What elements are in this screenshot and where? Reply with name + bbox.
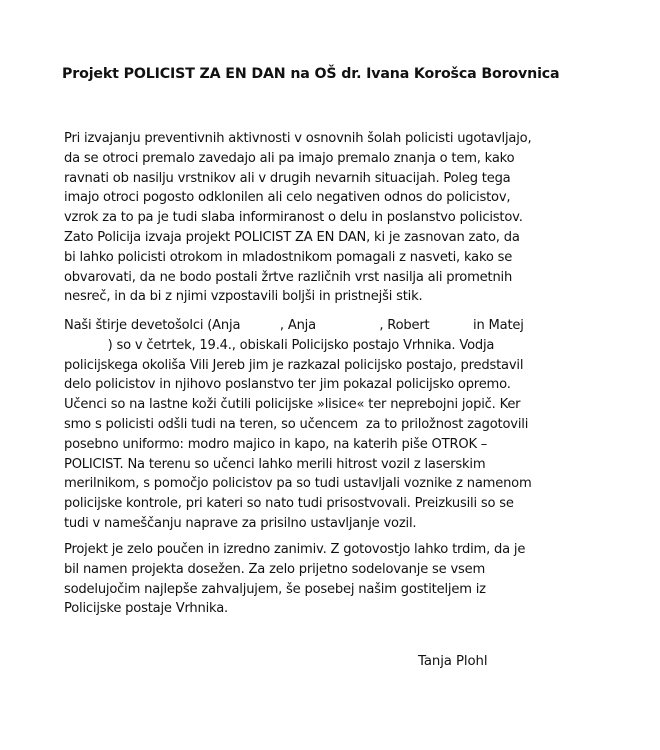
paragraph-line: vzrok za to pa je tudi slaba informiranost o delu in poslanstvo policistov. — [64, 210, 523, 226]
document-title: Projekt POLICIST ZA EN DAN na OŠ dr. Ivana Korošca Borovnica — [62, 66, 560, 82]
paragraph-line: bil namen projekta dosežen. Za zelo prijetno sodelovanje se vsem — [64, 561, 486, 577]
paragraph-line: Policijske postaje Vrhnika. — [64, 601, 228, 617]
paragraph-line: da se otroci premalo zavedajo ali pa imajo premalo znanja o tem, kako — [64, 150, 515, 166]
paragraph-line: Zato Policija izvaja projekt POLICIST ZA EN DAN, ki je zasnovan zato, da — [64, 229, 520, 245]
paragraph-line: Naši štirje devetošolci (Anja , Anja , Robert in Matej — [64, 318, 524, 333]
paragraph-line: Učenci so na lastne koži čutili policijske »lisice« ter neprebojni jopič. Ker — [64, 397, 521, 413]
paragraph-line: ravnati ob nasilju vrstnikov ali v drugih nevarnih situacijah. Poleg tega — [64, 170, 511, 186]
paragraph-line: posebno uniformo: modro majico in kapo, na katerih piše OTROK – — [64, 436, 488, 452]
author-signature: Tanja Plohl — [418, 654, 488, 669]
paragraph-line: policijske kontrole, pri kateri so nato tudi prisostvovali. Preizkusili so se — [64, 496, 514, 512]
paragraph-line: delo policistov in njihovo poslanstvo ter jim pokazal policijsko opremo. — [64, 377, 511, 393]
paragraph-line: obvarovati, da ne bodo postali žrtve različnih vrst nasilja ali prometnih — [64, 269, 513, 285]
paragraph-conclusion — [64, 540, 604, 619]
paragraph-intro — [64, 129, 604, 307]
paragraph-line: merilnikom, s pomočjo policistov pa so tudi ustavljali voznike z namenom — [64, 476, 532, 492]
paragraph-line: sodelujočim najlepše zahvaljujem, še posebej našim gostiteljem iz — [64, 581, 486, 597]
paragraph-line: Pri izvajanju preventivnih aktivnosti v osnovnih šolah policisti ugotavljajo, — [64, 131, 532, 146]
paragraph-line: ) so v četrtek, 19.4., obiskali Policijsko postajo Vrhnika. Vodja — [64, 337, 495, 353]
paragraph-visit — [64, 316, 604, 534]
paragraph-line: imajo otroci pogosto odklonilen ali celo negativen odnos do policistov, — [64, 190, 511, 206]
paragraph-line: POLICIST. Na terenu so učenci lahko merili hitrost vozil z laserskim — [64, 456, 486, 472]
paragraph-line: smo s policisti odšli tudi na teren, so učencem za to priložnost zagotovili — [64, 416, 529, 432]
paragraph-line: policijskega okoliša Vili Jereb jim je razkazal policijsko postajo, predstavil — [64, 357, 524, 373]
paragraph-line: tudi v nameščanju naprave za prisilno ustavljanje vozil. — [64, 515, 417, 531]
paragraph-line: nesreč, in da bi z njimi vzpostavili boljši in pristnejši stik. — [64, 289, 423, 305]
paragraph-line: Projekt je zelo poučen in izredno zanimiv. Z gotovostjo lahko trdim, da je — [64, 542, 526, 557]
paragraph-line: bi lahko policisti otrokom in mladostnikom pomagali z nasveti, kako se — [64, 249, 513, 265]
